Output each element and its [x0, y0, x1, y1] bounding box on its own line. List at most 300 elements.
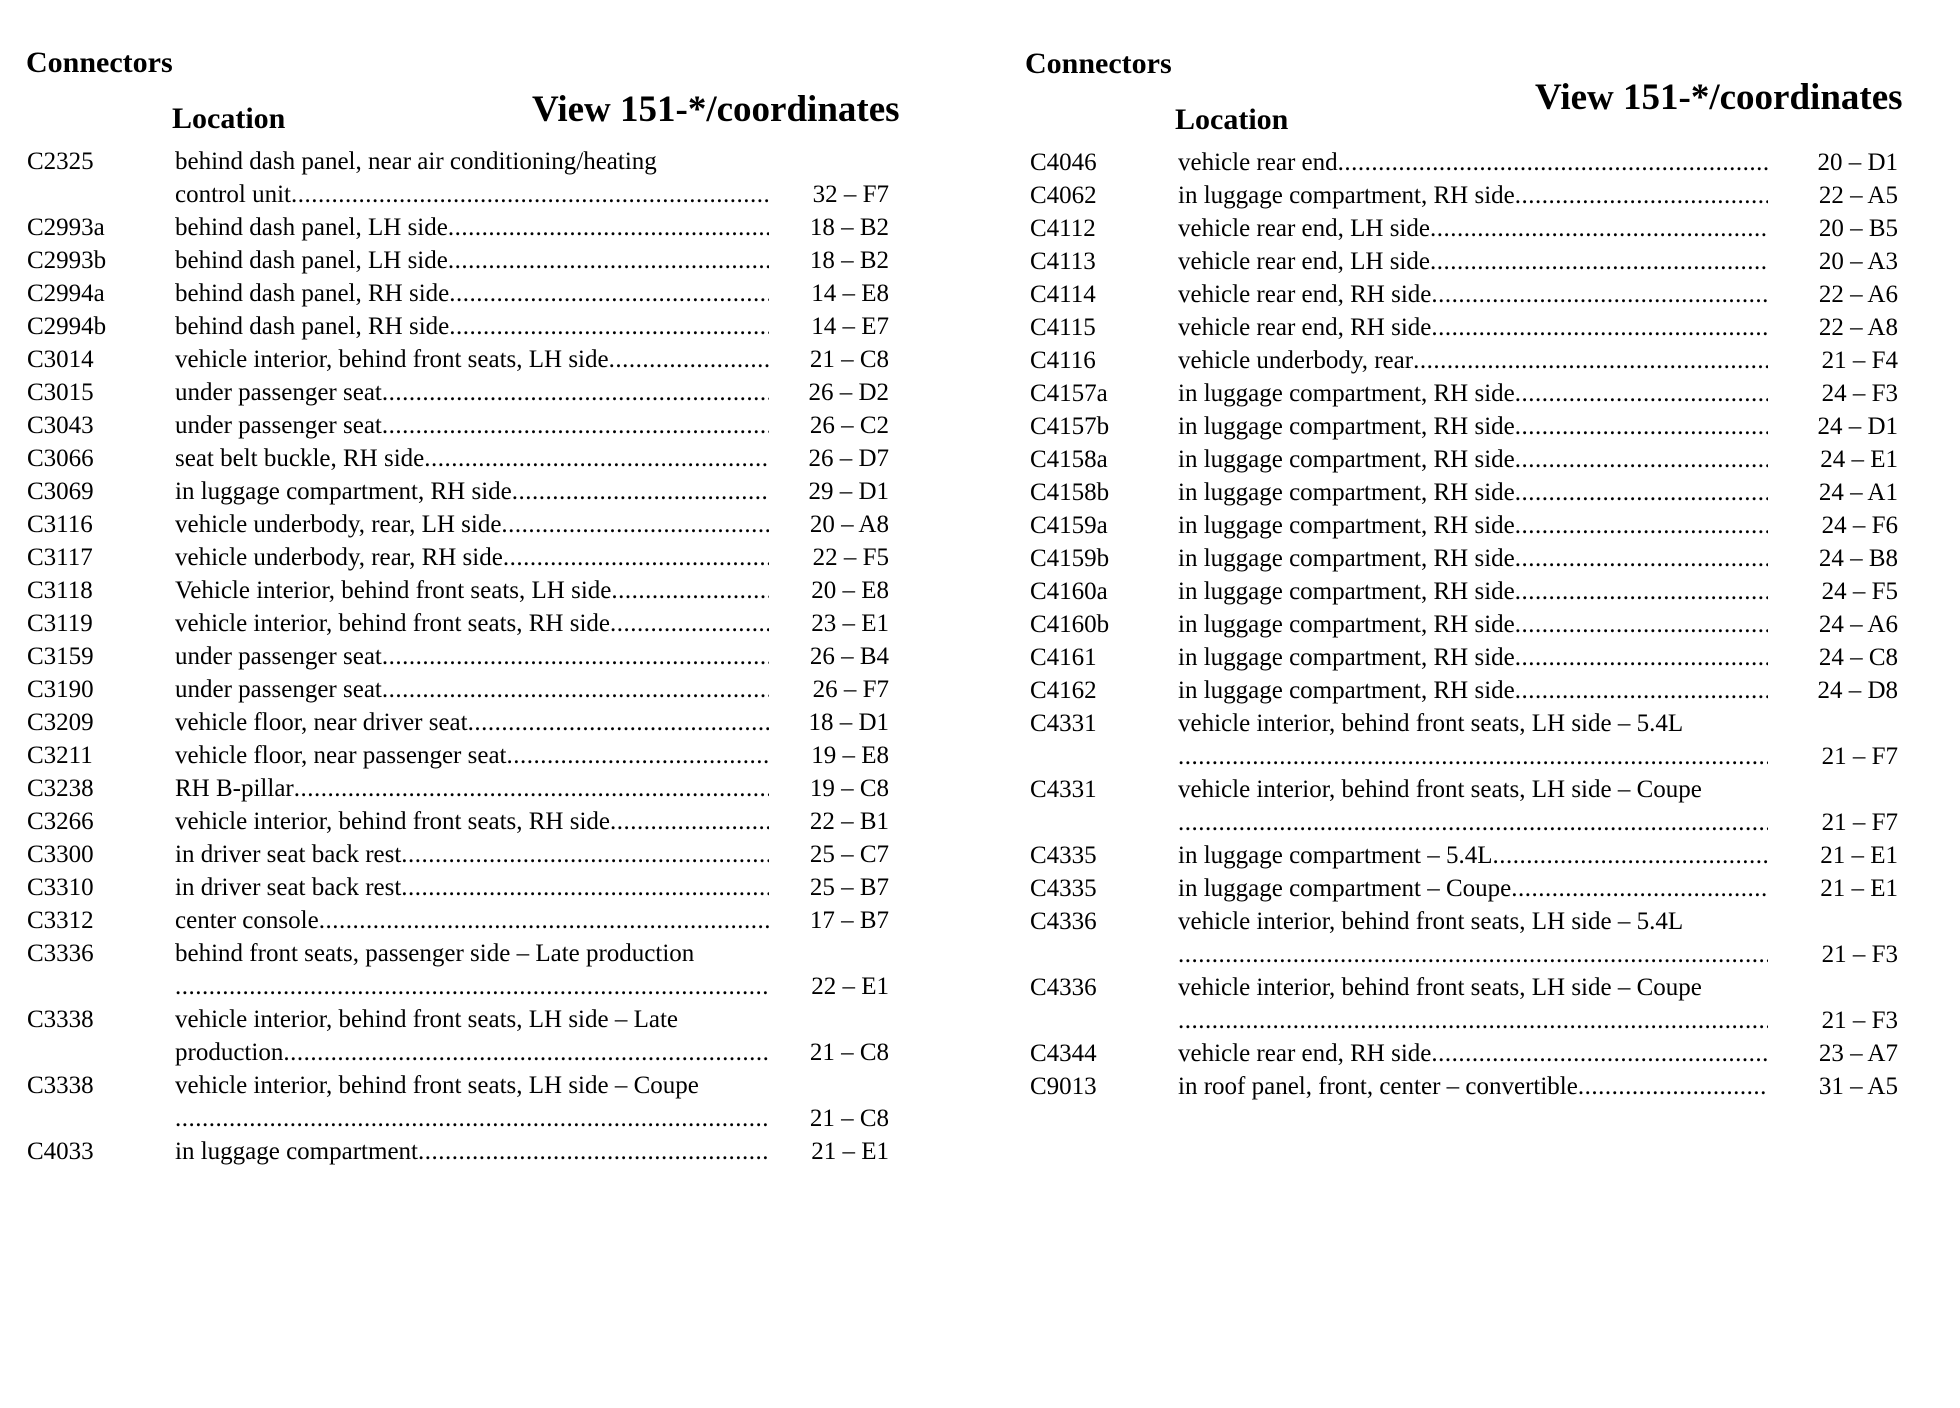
dot-leader [1515, 575, 1768, 608]
view-coordinate: 21 – F3 [1821, 1007, 1898, 1034]
connector-code: C3118 [27, 577, 93, 604]
connector-row [27, 211, 932, 244]
location-text: in roof panel, front, center – convertible [1178, 1073, 1578, 1100]
connector-location [1178, 872, 1768, 905]
connector-row [27, 706, 932, 739]
location-text: RH B-pillar [175, 775, 294, 802]
connector-location [175, 1003, 769, 1069]
connector-location [175, 805, 769, 838]
connector-location [1178, 344, 1768, 377]
location-leader-line [175, 178, 769, 211]
connector-location [1178, 245, 1768, 278]
location-line: vehicle interior, behind front seats, LH side – Coupe [175, 1072, 699, 1099]
view-coordinate: 21 – F7 [1821, 743, 1898, 770]
connector-code: C4162 [1030, 677, 1097, 704]
view-coordinate: 23 – E1 [811, 610, 889, 637]
location-leader-line [175, 640, 769, 673]
dot-leader [401, 838, 769, 871]
dot-leader [609, 343, 769, 376]
location-text: in luggage compartment, RH side [1178, 182, 1515, 209]
view-coordinate: 25 – C7 [809, 841, 889, 868]
connector-row [1030, 1037, 1950, 1070]
dot-leader [1430, 245, 1768, 278]
connector-code: C4113 [1030, 248, 1096, 275]
connector-row [1030, 707, 1950, 773]
view-coordinate: 22 – B1 [809, 808, 889, 835]
location-leader-line [1178, 608, 1768, 641]
connector-row [1030, 278, 1950, 311]
dot-leader [610, 607, 769, 640]
connector-code: C3338 [27, 1006, 94, 1033]
connector-location [1178, 311, 1768, 344]
location-leader-line [1178, 179, 1768, 212]
location-text: vehicle underbody, rear [1178, 347, 1414, 374]
connector-code: C2993b [27, 247, 107, 274]
view-coordinate: 21 – C8 [809, 1105, 889, 1132]
view-coordinate: 21 – C8 [809, 1039, 889, 1066]
connector-code: C2993a [27, 214, 105, 241]
dot-leader [1511, 872, 1768, 905]
location-text: in luggage compartment, RH side [1178, 611, 1515, 638]
connector-row [1030, 311, 1950, 344]
view-coordinate: 21 – C8 [809, 346, 889, 373]
connector-location [175, 277, 769, 310]
location-leader-line [1178, 806, 1768, 839]
connector-code: C2994b [27, 313, 107, 340]
dot-leader [1493, 839, 1768, 872]
connector-row [27, 1135, 932, 1168]
connector-row [27, 475, 932, 508]
connector-location [175, 442, 769, 475]
dot-leader [449, 277, 769, 310]
location-text: vehicle rear end [1178, 149, 1338, 176]
connector-row [27, 607, 932, 640]
view-coordinate: 20 – A3 [1818, 248, 1898, 275]
location-leader-line [175, 475, 769, 508]
connector-row [27, 871, 932, 904]
location-leader-line [1178, 344, 1768, 377]
connector-location [175, 706, 769, 739]
dot-leader [1578, 1070, 1768, 1103]
connector-code: C4335 [1030, 875, 1097, 902]
dot-leader [448, 211, 769, 244]
connector-code: C3238 [27, 775, 94, 802]
connector-row [1030, 245, 1950, 278]
view-coordinate: 23 – A7 [1818, 1040, 1898, 1067]
view-coordinate: 26 – B4 [809, 643, 889, 670]
location-leader-line [175, 1135, 769, 1168]
location-leader-line [175, 706, 769, 739]
connector-code: C2325 [27, 148, 94, 175]
dot-leader [1515, 641, 1768, 674]
dot-leader [1515, 476, 1768, 509]
view-coordinate: 20 – A8 [809, 511, 889, 538]
location-line: vehicle interior, behind front seats, LH side – Coupe [1178, 974, 1702, 1001]
connector-code: C3300 [27, 841, 94, 868]
location-text: vehicle underbody, rear, LH side [175, 511, 502, 538]
connector-code: C3310 [27, 874, 94, 901]
dot-leader [1515, 410, 1768, 443]
dot-leader [1178, 1004, 1768, 1037]
location-leader-line [175, 871, 769, 904]
dot-leader [175, 1102, 769, 1135]
view-coordinate: 21 – E1 [1820, 842, 1898, 869]
connector-row [1030, 674, 1950, 707]
view-coordinate: 21 – F4 [1821, 347, 1898, 374]
location-leader-line [175, 541, 769, 574]
connector-row [1030, 641, 1950, 674]
section-heading: Connectors [26, 46, 173, 79]
location-leader-line [1178, 872, 1768, 905]
dot-leader [449, 310, 769, 343]
connector-row [27, 409, 932, 442]
dot-leader [1515, 608, 1768, 641]
connector-location [1178, 179, 1768, 212]
view-coordinate: 21 – F7 [1821, 809, 1898, 836]
connector-code: C3190 [27, 676, 94, 703]
location-text: in luggage compartment, RH side [1178, 446, 1515, 473]
connector-row [1030, 608, 1950, 641]
connector-code: C4112 [1030, 215, 1096, 242]
connector-location [175, 673, 769, 706]
dot-leader [1431, 1037, 1768, 1070]
location-text: in driver seat back rest [175, 841, 402, 868]
location-leader-line [175, 508, 769, 541]
location-text: vehicle floor, near passenger seat [175, 742, 507, 769]
dot-leader [291, 178, 769, 211]
connector-row [1030, 476, 1950, 509]
location-leader-line [1178, 410, 1768, 443]
connector-row [1030, 971, 1950, 1037]
connector-row [27, 805, 932, 838]
connector-location [1178, 377, 1768, 410]
location-text: behind dash panel, RH side [175, 313, 450, 340]
connector-row [1030, 443, 1950, 476]
view-coordinate: 22 – F5 [812, 544, 889, 571]
location-text: seat belt buckle, RH side [175, 445, 425, 472]
section-heading: Connectors [1025, 47, 1172, 80]
location-text: in luggage compartment, RH side [1178, 545, 1515, 572]
location-text: vehicle rear end, RH side [1178, 1040, 1432, 1067]
connector-location [1178, 773, 1768, 839]
connector-row [1030, 542, 1950, 575]
location-text: behind dash panel, RH side [175, 280, 450, 307]
dot-leader [1178, 740, 1768, 773]
connector-code: C3066 [27, 445, 94, 472]
connector-code: C4158a [1030, 446, 1108, 473]
connector-row [1030, 377, 1950, 410]
connector-location [1178, 641, 1768, 674]
connector-location [1178, 278, 1768, 311]
connector-code: C3015 [27, 379, 94, 406]
connector-row [1030, 1070, 1950, 1103]
dot-leader [1178, 938, 1768, 971]
location-leader-line [1178, 575, 1768, 608]
dot-leader [1515, 443, 1768, 476]
connector-code: C4331 [1030, 710, 1097, 737]
dot-leader [1515, 377, 1768, 410]
location-column-header: Location [172, 102, 286, 135]
location-text: vehicle interior, behind front seats, LH side [175, 346, 609, 373]
connector-code: C4033 [27, 1138, 94, 1165]
location-text: behind dash panel, LH side [175, 214, 448, 241]
connector-location [175, 1135, 769, 1168]
dot-leader [468, 706, 769, 739]
view-coordinate: 22 – A8 [1818, 314, 1898, 341]
connector-row [1030, 839, 1950, 872]
connector-row [1030, 410, 1950, 443]
location-column-header: Location [1175, 103, 1289, 136]
connector-location [175, 607, 769, 640]
location-leader-line [1178, 641, 1768, 674]
view-coordinate: 20 – D1 [1817, 149, 1898, 176]
dot-leader [319, 904, 769, 937]
location-leader-line [175, 607, 769, 640]
connector-location [175, 640, 769, 673]
connector-row [27, 343, 932, 376]
connector-code: C3119 [27, 610, 93, 637]
location-leader-line [1178, 740, 1768, 773]
connector-code: C3159 [27, 643, 94, 670]
dot-leader [610, 805, 769, 838]
view-coordinate: 22 – A5 [1818, 182, 1898, 209]
view-coordinate: 24 – F3 [1821, 380, 1898, 407]
location-leader-line [175, 673, 769, 706]
view-coordinate: 26 – D7 [808, 445, 889, 472]
location-text: in luggage compartment – 5.4L [1178, 842, 1493, 869]
connector-code: C4159a [1030, 512, 1108, 539]
connector-code: C3266 [27, 808, 94, 835]
connector-location [175, 343, 769, 376]
connector-code: C4335 [1030, 842, 1097, 869]
location-text: in luggage compartment, RH side [1178, 479, 1515, 506]
connector-location [175, 904, 769, 937]
connector-row [1030, 575, 1950, 608]
location-leader-line [175, 409, 769, 442]
location-leader-line [175, 343, 769, 376]
view-coordinate: 24 – F6 [1821, 512, 1898, 539]
location-leader-line [1178, 1070, 1768, 1103]
view-coordinate: 19 – E8 [811, 742, 889, 769]
connector-row [27, 1003, 932, 1069]
location-text: in luggage compartment – Coupe [1178, 875, 1512, 902]
view-coordinate: 21 – F3 [1821, 941, 1898, 968]
connector-location [175, 871, 769, 904]
dot-leader [1338, 146, 1768, 179]
dot-leader [1515, 542, 1768, 575]
view-coordinate: 24 – C8 [1818, 644, 1898, 671]
location-line: vehicle interior, behind front seats, LH side – 5.4L [1178, 908, 1684, 935]
location-leader-line [175, 310, 769, 343]
dot-leader [1431, 311, 1768, 344]
location-leader-line [175, 805, 769, 838]
location-text: behind dash panel, LH side [175, 247, 448, 274]
connector-row [27, 574, 932, 607]
view-coordinate: 21 – E1 [811, 1138, 889, 1165]
location-leader-line [1178, 1037, 1768, 1070]
connector-list [27, 145, 932, 1168]
connector-code: C3211 [27, 742, 93, 769]
dot-leader [382, 376, 769, 409]
location-line: behind dash panel, near air conditioning/heating [175, 148, 657, 175]
connector-row [27, 376, 932, 409]
location-text: under passenger seat [175, 379, 382, 406]
view-coordinate: 26 – D2 [808, 379, 889, 406]
view-coordinates-header: View 151-*/coordinates [532, 89, 900, 130]
location-leader-line [1178, 1004, 1768, 1037]
view-coordinate: 19 – C8 [809, 775, 889, 802]
connector-location [175, 508, 769, 541]
location-text: vehicle interior, behind front seats, RH side [175, 808, 610, 835]
location-text: vehicle floor, near driver seat [175, 709, 468, 736]
location-text: Vehicle interior, behind front seats, LH side [175, 577, 612, 604]
location-leader-line [175, 442, 769, 475]
location-leader-line [1178, 212, 1768, 245]
connector-location [175, 541, 769, 574]
dot-leader [382, 640, 769, 673]
location-text: in luggage compartment, RH side [175, 478, 512, 505]
connector-row [27, 838, 932, 871]
location-leader-line [175, 277, 769, 310]
view-coordinate: 26 – C2 [809, 412, 889, 439]
location-leader-line [175, 1102, 769, 1135]
connector-code: C4157b [1030, 413, 1110, 440]
location-leader-line [1178, 443, 1768, 476]
connector-code: C3209 [27, 709, 94, 736]
connector-code: C3338 [27, 1072, 94, 1099]
dot-leader [382, 409, 769, 442]
connector-location [1178, 443, 1768, 476]
connector-location [1178, 1037, 1768, 1070]
location-leader-line [175, 970, 769, 1003]
connector-code: C4159b [1030, 545, 1110, 572]
connector-row [27, 310, 932, 343]
location-text: in luggage compartment, RH side [1178, 644, 1515, 671]
connector-row [27, 442, 932, 475]
connector-location [1178, 542, 1768, 575]
dot-leader [175, 970, 769, 1003]
connector-list [1030, 146, 1950, 1103]
view-coordinate: 17 – B7 [809, 907, 889, 934]
connector-location [1178, 905, 1768, 971]
location-text: vehicle rear end, LH side [1178, 215, 1430, 242]
connector-location [175, 772, 769, 805]
connector-code: C4157a [1030, 380, 1108, 407]
view-coordinate: 29 – D1 [808, 478, 889, 505]
dot-leader [401, 871, 769, 904]
connector-location [1178, 212, 1768, 245]
connector-location [175, 574, 769, 607]
location-leader-line [1178, 839, 1768, 872]
connector-row [1030, 344, 1950, 377]
connector-location [175, 310, 769, 343]
dot-leader [1515, 179, 1768, 212]
connector-location [1178, 146, 1768, 179]
view-coordinate: 24 – A6 [1818, 611, 1898, 638]
view-coordinate: 18 – D1 [808, 709, 889, 736]
location-leader-line [1178, 278, 1768, 311]
dot-leader [448, 244, 769, 277]
connector-code: C4158b [1030, 479, 1110, 506]
location-line: vehicle interior, behind front seats, LH side – Coupe [1178, 776, 1702, 803]
location-leader-line [1178, 377, 1768, 410]
connector-location [175, 739, 769, 772]
view-coordinate: 24 – F5 [1821, 578, 1898, 605]
location-text: control unit [175, 181, 291, 208]
connector-row [1030, 509, 1950, 542]
connector-location [1178, 575, 1768, 608]
connector-code: C4161 [1030, 644, 1097, 671]
connector-code: C3043 [27, 412, 94, 439]
connector-code: C4336 [1030, 974, 1097, 1001]
connector-location [175, 475, 769, 508]
location-line: behind front seats, passenger side – Late production [175, 940, 695, 967]
location-text: vehicle underbody, rear, RH side [175, 544, 503, 571]
location-leader-line [175, 772, 769, 805]
location-text: under passenger seat [175, 643, 382, 670]
connector-code: C2994a [27, 280, 105, 307]
connector-row [27, 904, 932, 937]
connector-location [1178, 707, 1768, 773]
connector-row [27, 640, 932, 673]
location-leader-line [1178, 542, 1768, 575]
connector-row [27, 145, 932, 211]
location-leader-line [175, 244, 769, 277]
location-leader-line [175, 376, 769, 409]
connector-row [27, 937, 932, 1003]
location-text: center console [175, 907, 319, 934]
connector-location [175, 145, 769, 211]
connector-location [1178, 1070, 1768, 1103]
view-coordinate: 31 – A5 [1818, 1073, 1898, 1100]
connector-row [1030, 905, 1950, 971]
dot-leader [1515, 674, 1768, 707]
connector-code: C3336 [27, 940, 94, 967]
location-text: vehicle rear end, LH side [1178, 248, 1430, 275]
dot-leader [294, 772, 769, 805]
dot-leader [512, 475, 769, 508]
view-coordinate: 14 – E8 [811, 280, 889, 307]
location-leader-line [1178, 938, 1768, 971]
connector-row [27, 739, 932, 772]
dot-leader [1431, 278, 1768, 311]
dot-leader [506, 739, 769, 772]
location-leader-line [1178, 674, 1768, 707]
connector-location [175, 244, 769, 277]
location-leader-line [175, 211, 769, 244]
location-line: vehicle interior, behind front seats, LH side – 5.4L [1178, 710, 1684, 737]
location-leader-line [175, 838, 769, 871]
location-text: under passenger seat [175, 676, 382, 703]
connector-code: C3069 [27, 478, 94, 505]
connector-row [27, 541, 932, 574]
dot-leader [424, 442, 769, 475]
connector-location [175, 1069, 769, 1135]
location-text: production [175, 1039, 284, 1066]
connector-location [1178, 608, 1768, 641]
location-leader-line [1178, 476, 1768, 509]
connector-row [27, 277, 932, 310]
connector-code: C4160a [1030, 578, 1108, 605]
location-leader-line [175, 574, 769, 607]
connector-location [1178, 674, 1768, 707]
dot-leader [418, 1135, 769, 1168]
connector-location [175, 211, 769, 244]
connector-code: C4116 [1030, 347, 1096, 374]
view-coordinate: 25 – B7 [809, 874, 889, 901]
dot-leader [501, 508, 769, 541]
location-text: in luggage compartment, RH side [1178, 413, 1515, 440]
